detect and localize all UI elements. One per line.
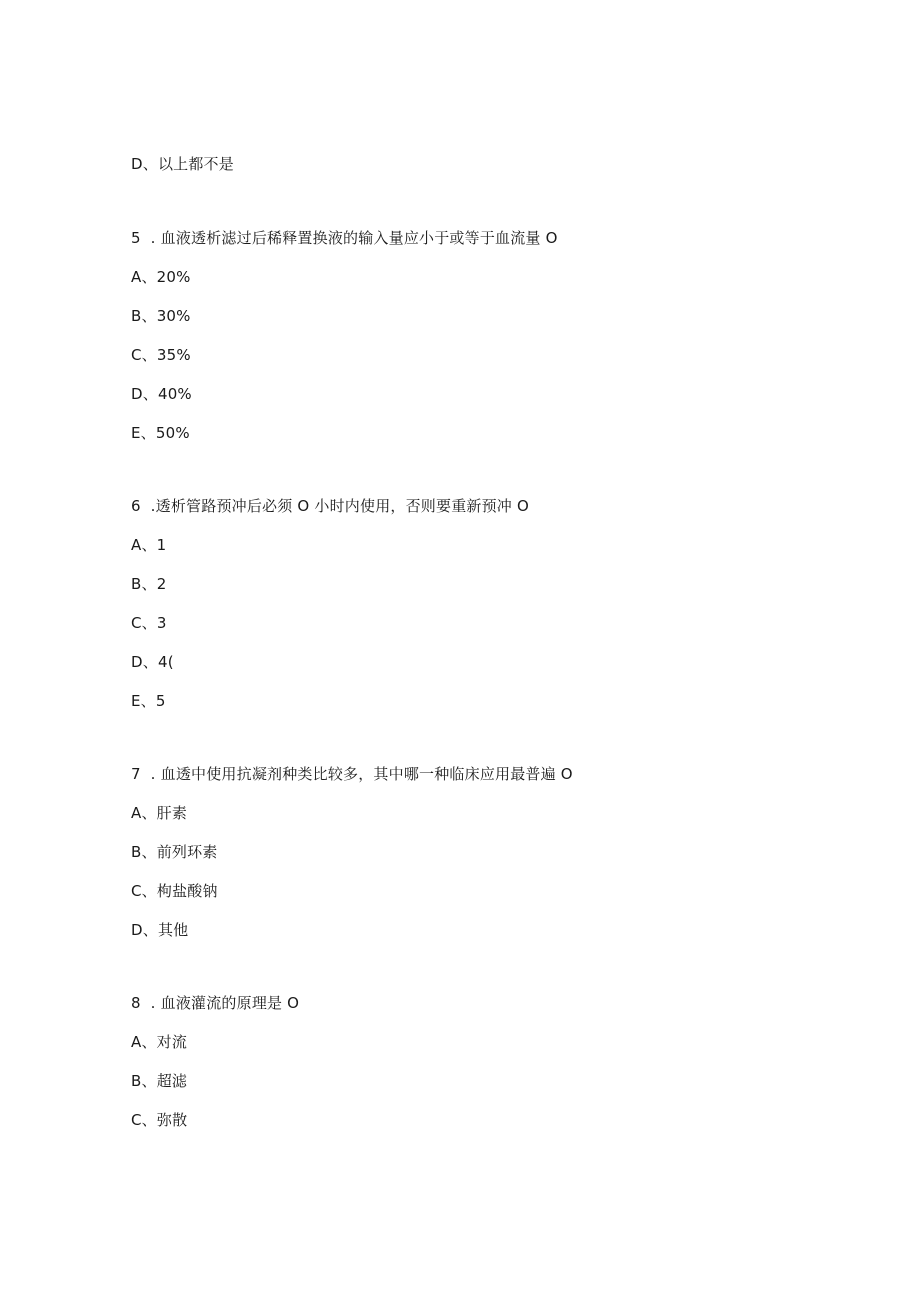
- option-5e: E、50%: [131, 424, 190, 442]
- option-8c: C、弥散: [131, 1111, 188, 1129]
- option-6b: B、2: [131, 575, 167, 593]
- option-6a: A、1: [131, 536, 167, 554]
- option-6e: E、5: [131, 692, 166, 710]
- option-5b: B、30%: [131, 307, 191, 325]
- option-8b: B、超滤: [131, 1072, 188, 1090]
- option-6d: D、4(: [131, 653, 174, 671]
- option-7c: C、枸盐酸钠: [131, 882, 218, 900]
- question-5: 5 . 血液透析滤过后稀释置换液的输入量应小于或等于血流量 O: [131, 229, 558, 247]
- option-7a: A、肝素: [131, 804, 188, 822]
- question-7: 7 . 血透中使用抗凝剂种类比较多，其中哪一种临床应用最普遍 O: [131, 765, 573, 783]
- option-5d: D、40%: [131, 385, 192, 403]
- option-7b: B、前列环素: [131, 843, 218, 861]
- question-8: 8 . 血液灌流的原理是 O: [131, 994, 300, 1012]
- option-6c: C、3: [131, 614, 167, 632]
- option-4d: D、以上都不是: [131, 155, 234, 173]
- option-5a: A、20%: [131, 268, 191, 286]
- option-8a: A、对流: [131, 1033, 188, 1051]
- option-7d: D、其他: [131, 921, 189, 939]
- question-6: 6 .透析管路预冲后必须 O 小时内使用，否则要重新预冲 O: [131, 497, 529, 515]
- option-5c: C、35%: [131, 346, 191, 364]
